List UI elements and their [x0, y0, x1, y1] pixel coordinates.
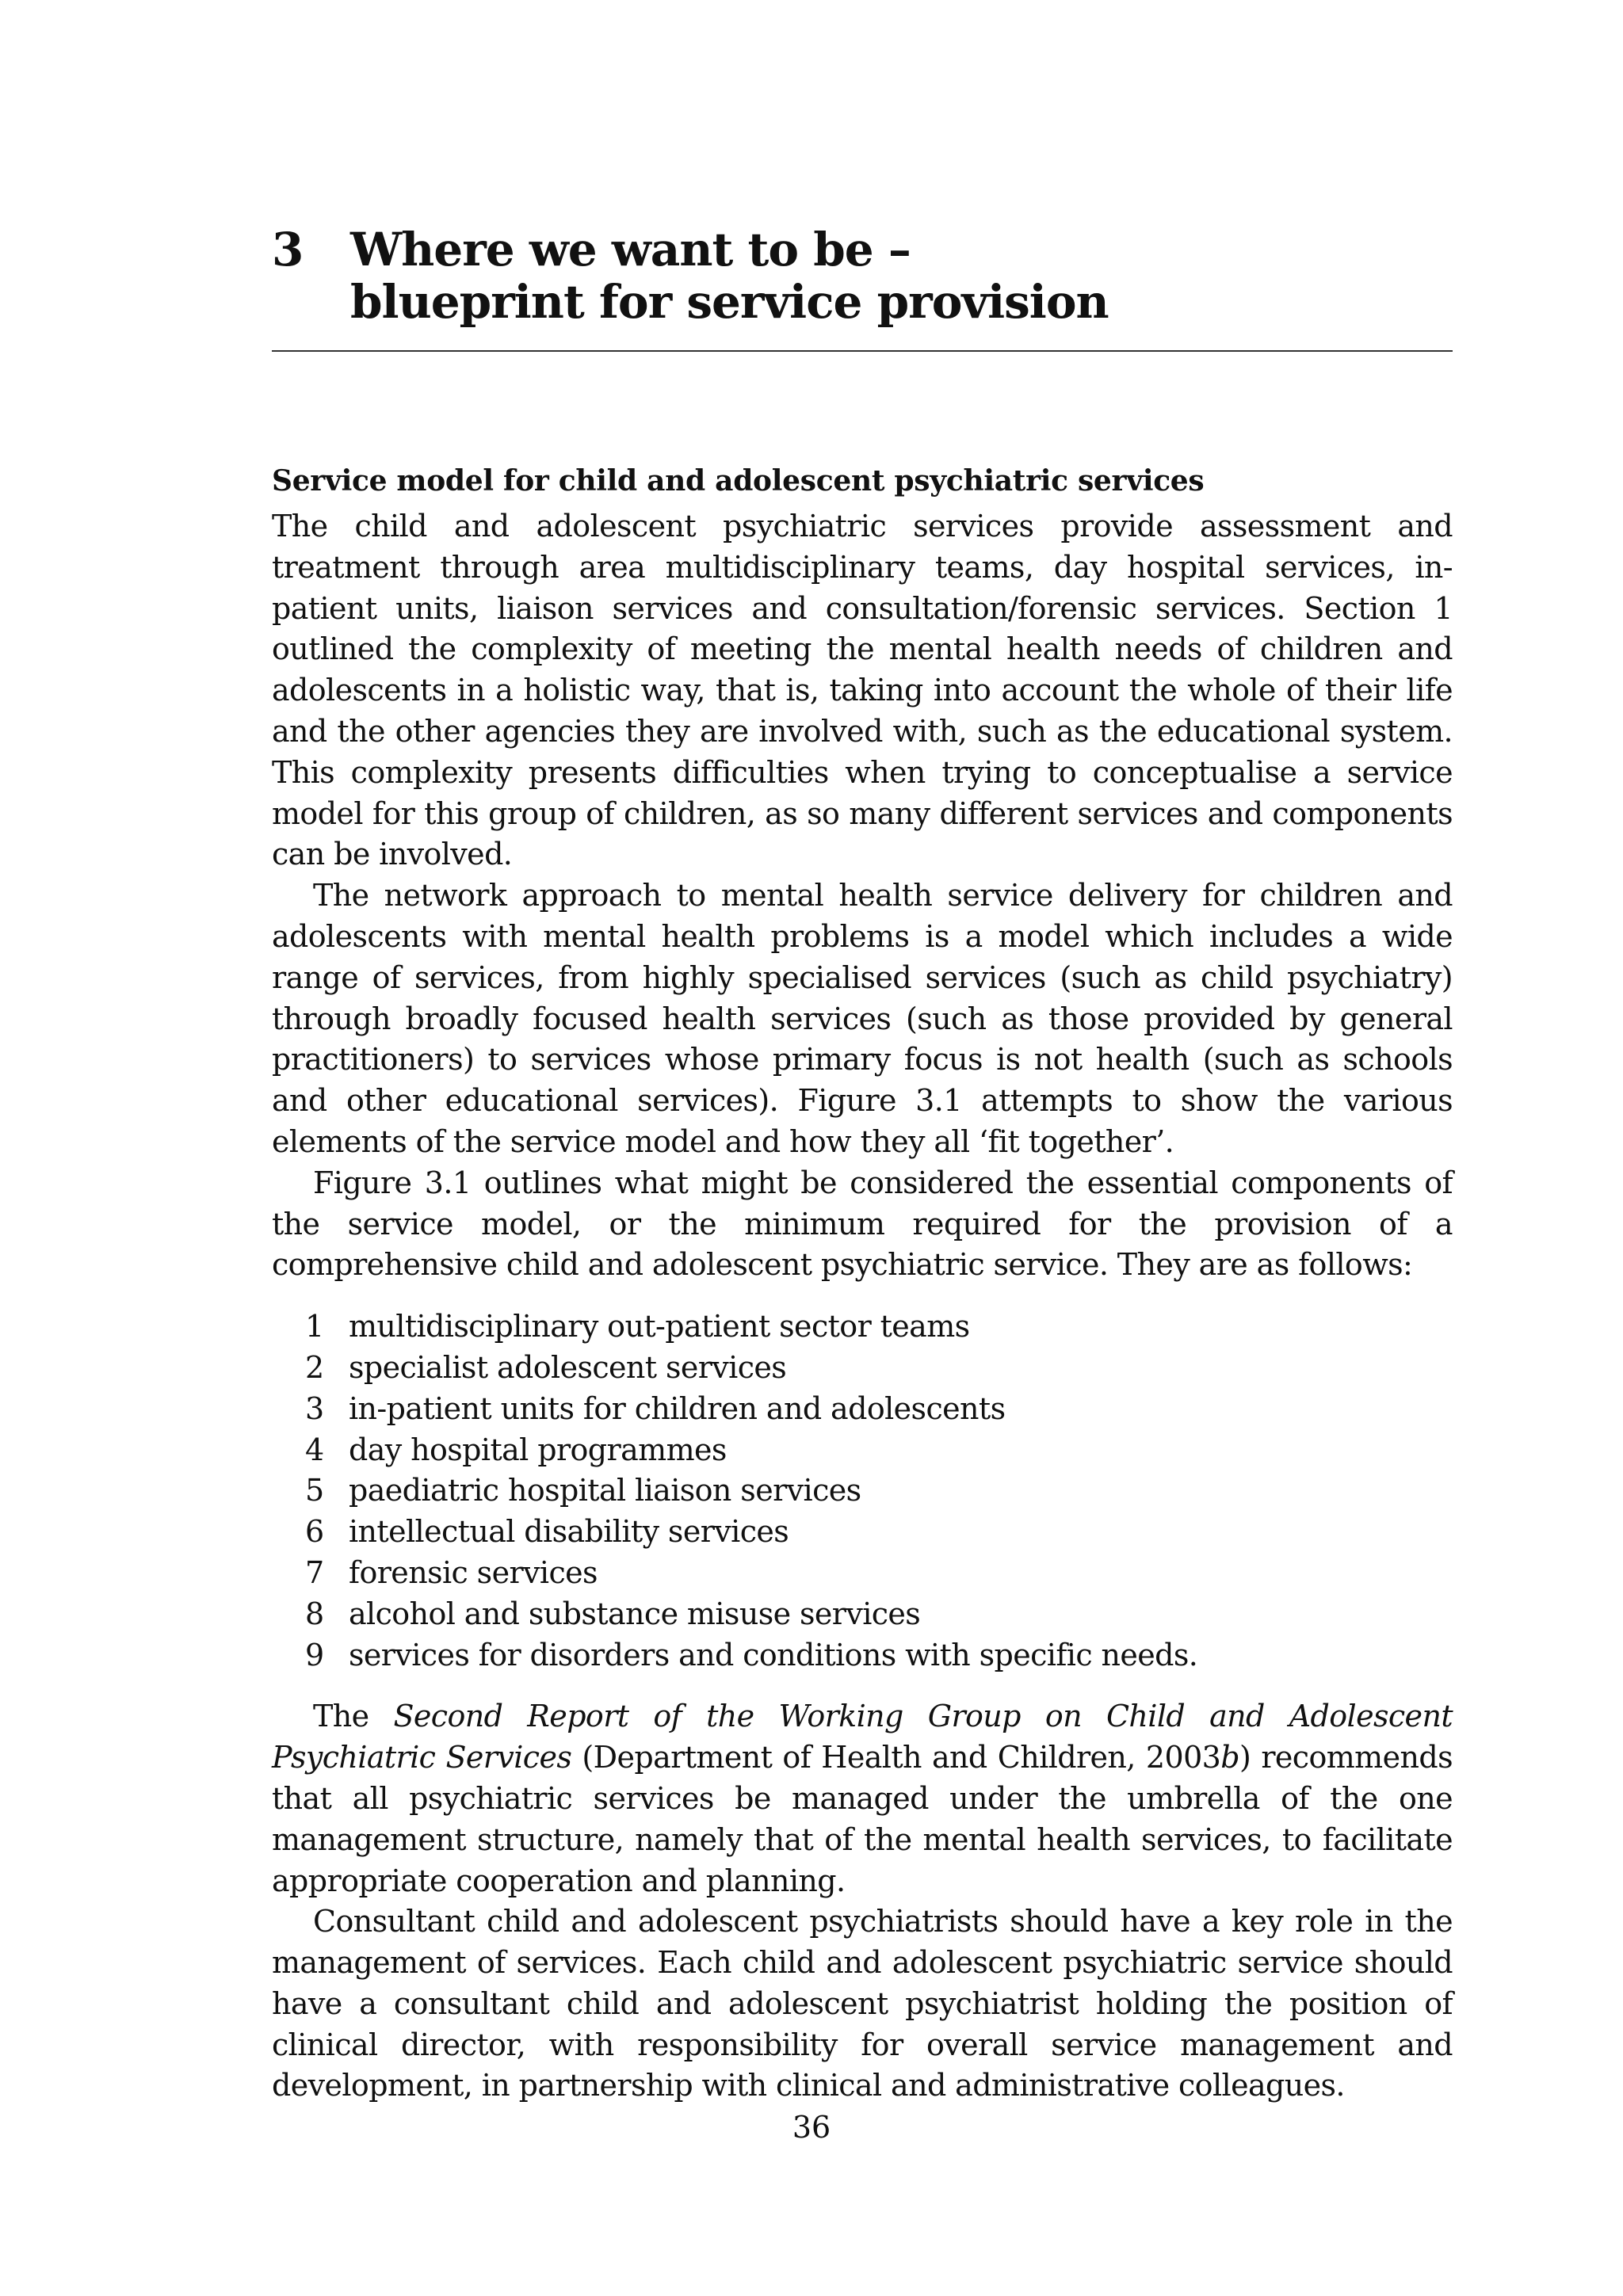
service-components-list: [272, 1306, 1453, 1676]
citation-letter: b: [1220, 1740, 1239, 1775]
page-number: 36: [792, 2110, 831, 2145]
chapter-title-line-1: Where we want to be –: [350, 223, 911, 277]
chapter-number: 3: [272, 223, 304, 277]
list-item: [272, 1470, 1453, 1512]
citation-start: (Department of Health and Children, 2003: [571, 1740, 1221, 1775]
list-item-number: 5: [305, 1473, 324, 1508]
report-title: Second Report of the Working Group on Child and Adolescent Psychiatric Services: [272, 1699, 1453, 1775]
list-item: [272, 1430, 1453, 1471]
list-item: [272, 1512, 1453, 1553]
list-item-text: forensic services: [349, 1554, 598, 1590]
list-item-text: specialist adolescent services: [349, 1349, 787, 1385]
list-item-text: day hospital programmes: [349, 1432, 727, 1467]
list-item-number: 2: [305, 1349, 324, 1385]
body-text: [272, 462, 1453, 2107]
list-item: [272, 1348, 1453, 1389]
paragraph-4-lead: The: [313, 1699, 394, 1734]
list-item-text: intellectual disability services: [349, 1514, 789, 1550]
list-item-number: 7: [305, 1554, 324, 1590]
paragraph-1: The child and adolescent psychiatric services provide assessment and treatment through area multidisciplinary teams, day hospital services, in-patient units, liaison services and consultation/forensic services. Section 1 outlined the complexity of meeting the mental health needs of children and adolescents in a holistic way, that is, taking into account the whole of their life and the other agencies they are involved with, such as the educational system. This complexity presents difficulties when trying to conceptualise a service model for this group of children, as so many different services and components can be involved.: [272, 509, 1453, 872]
paragraph-3: Figure 3.1 outlines what might be considered the essential components of the service model, or the minimum required for the provision of a comprehensive child and adolescent psychiatric service. They are as follows:: [272, 1165, 1453, 1283]
section-heading: Service model for child and adolescent psychiatric services: [272, 464, 1205, 498]
list-item-text: multidisciplinary out-patient sector teams: [349, 1309, 970, 1344]
list-item-number: 9: [305, 1637, 324, 1672]
list-item-number: 3: [305, 1390, 324, 1426]
list-item-number: 1: [305, 1309, 324, 1344]
paragraph-4-rest: ) recommends that all psychiatric services be managed under the umbrella of the one management structure, namely that of the mental health services, to facilitate appropriate cooperation and planning.: [272, 1740, 1453, 1898]
chapter-title-line-2: blueprint for service provision: [350, 275, 1109, 329]
list-item-text: services for disorders and conditions with specific needs.: [349, 1637, 1198, 1672]
paragraph-5: Consultant child and adolescent psychiatrists should have a key role in the management of services. Each child and adolescent psychiatric service should have a consultant child and adolescent psychiatrist holding the position of clinical director, with responsibility for overall service management and development, in partnership with clinical and administrative colleagues.: [272, 1904, 1453, 2103]
heading-divider: [272, 350, 1453, 352]
list-item: [272, 1594, 1453, 1635]
list-item: [272, 1635, 1453, 1676]
paragraph-4: [272, 1696, 1453, 1901]
list-item-number: 6: [305, 1514, 324, 1550]
list-item-text: paediatric hospital liaison services: [349, 1473, 861, 1508]
list-item: [272, 1306, 1453, 1348]
list-item: [272, 1553, 1453, 1594]
list-item-text: alcohol and substance misuse services: [349, 1596, 921, 1631]
list-item-text: in-patient units for children and adolescents: [349, 1390, 1006, 1426]
list-item-number: 8: [305, 1596, 324, 1631]
list-item: [272, 1389, 1453, 1430]
paragraph-2: The network approach to mental health service delivery for children and adolescents with mental health problems is a model which includes a wide range of services, from highly specialised services (such as child psychiatry) through broadly focused health services (such as those provided by general practitioners) to services whose primary focus is not health (such as schools and other educational services). Figure 3.1 attempts to show the various elements of the service model and how they all ‘fit together’.: [272, 878, 1453, 1159]
chapter-title: [350, 223, 1381, 328]
list-item-number: 4: [305, 1432, 324, 1467]
